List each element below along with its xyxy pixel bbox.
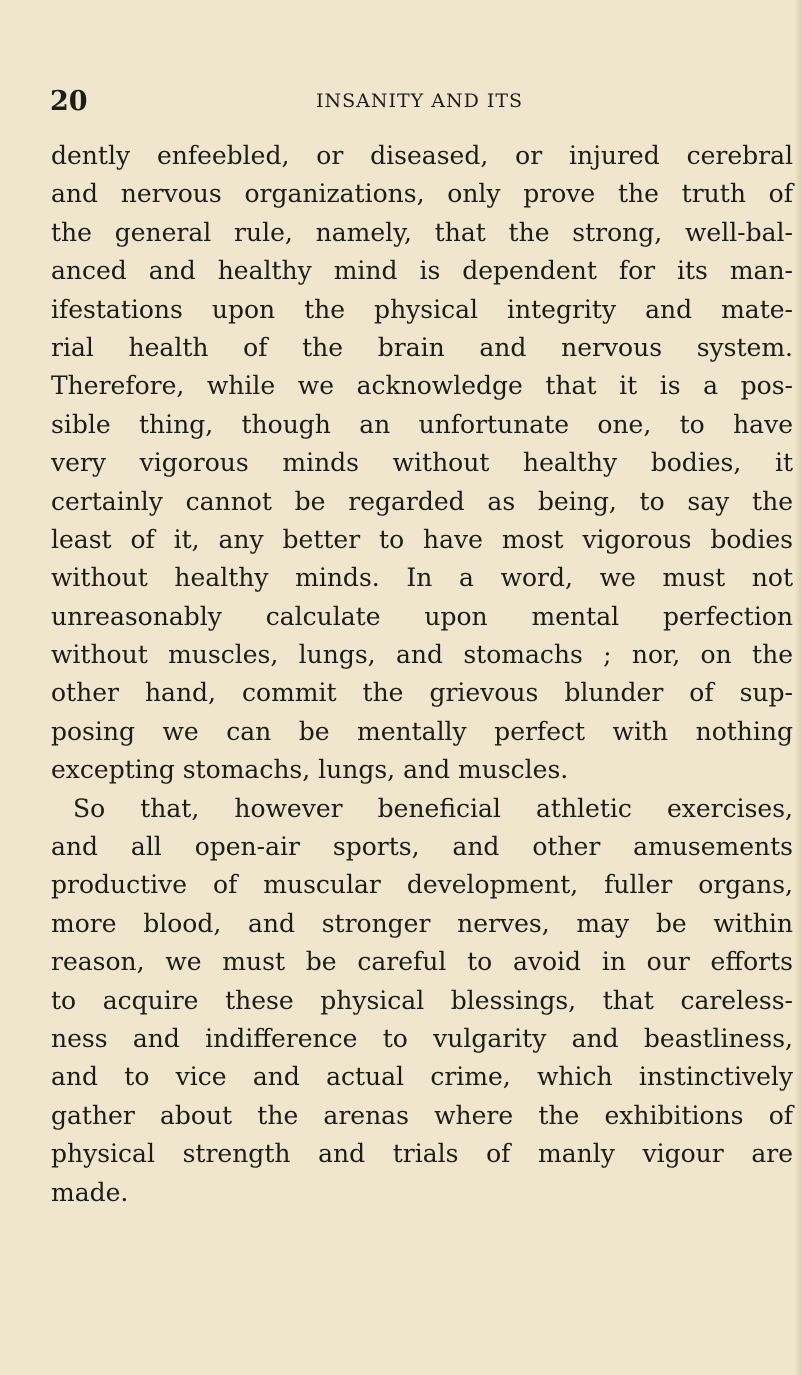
text-line: very vigorous minds without healthy bodies, it: [51, 448, 793, 478]
text-line: Therefore, while we acknowledge that it is a pos-: [51, 371, 793, 401]
text-line: posing we can be mentally perfect with nothing: [51, 716, 793, 746]
text-line: and all open-air sports, and other amusements: [51, 832, 793, 862]
text-line: and nervous organizations, only prove the truth of: [51, 179, 793, 209]
text-line: productive of muscular development, fuller organs,: [51, 870, 793, 900]
page-header: [50, 86, 750, 116]
text-line: sible thing, though an unfortunate one, to have: [51, 409, 793, 439]
text-line: ness and indifference to vulgarity and beastliness,: [51, 1023, 793, 1053]
text-line: anced and healthy mind is dependent for its man-: [51, 256, 793, 286]
text-line: excepting stomachs, lungs, and muscles.: [51, 755, 569, 785]
text-line: to acquire these physical blessings, that careless-: [51, 985, 793, 1015]
text-line: physical strength and trials of manly vigour are: [51, 1139, 793, 1169]
page-edge: [795, 0, 801, 1375]
text-line: So that, however beneficial athletic exercises,: [73, 793, 793, 823]
running-title: INSANITY AND ITS: [316, 90, 524, 112]
text-line: rial health of the brain and nervous system.: [51, 332, 793, 362]
text-line: other hand, commit the grievous blunder of sup-: [51, 678, 793, 708]
text-line: least of it, any better to have most vigorous bodies: [51, 524, 793, 554]
text-line: the general rule, namely, that the strong, well-bal-: [51, 217, 793, 247]
text-line: without muscles, lungs, and stomachs ; nor, on the: [51, 640, 793, 670]
text-line: made.: [51, 1177, 129, 1207]
text-line: unreasonably calculate upon mental perfection: [51, 601, 793, 631]
text-line: without healthy minds. In a word, we must not: [51, 563, 793, 593]
text-line: certainly cannot be regarded as being, to say the: [51, 486, 793, 516]
text-line: gather about the arenas where the exhibitions of: [51, 1100, 793, 1130]
text-line: and to vice and actual crime, which instinctively: [51, 1062, 793, 1092]
page-body: [51, 137, 793, 1212]
text-line: more blood, and stronger nerves, may be within: [51, 908, 793, 938]
text-line: ifestations upon the physical integrity and mate-: [51, 294, 793, 324]
page-number: 20: [50, 86, 88, 117]
text-line: dently enfeebled, or diseased, or injured cerebral: [51, 141, 793, 170]
text-line: reason, we must be careful to avoid in our efforts: [51, 947, 793, 977]
